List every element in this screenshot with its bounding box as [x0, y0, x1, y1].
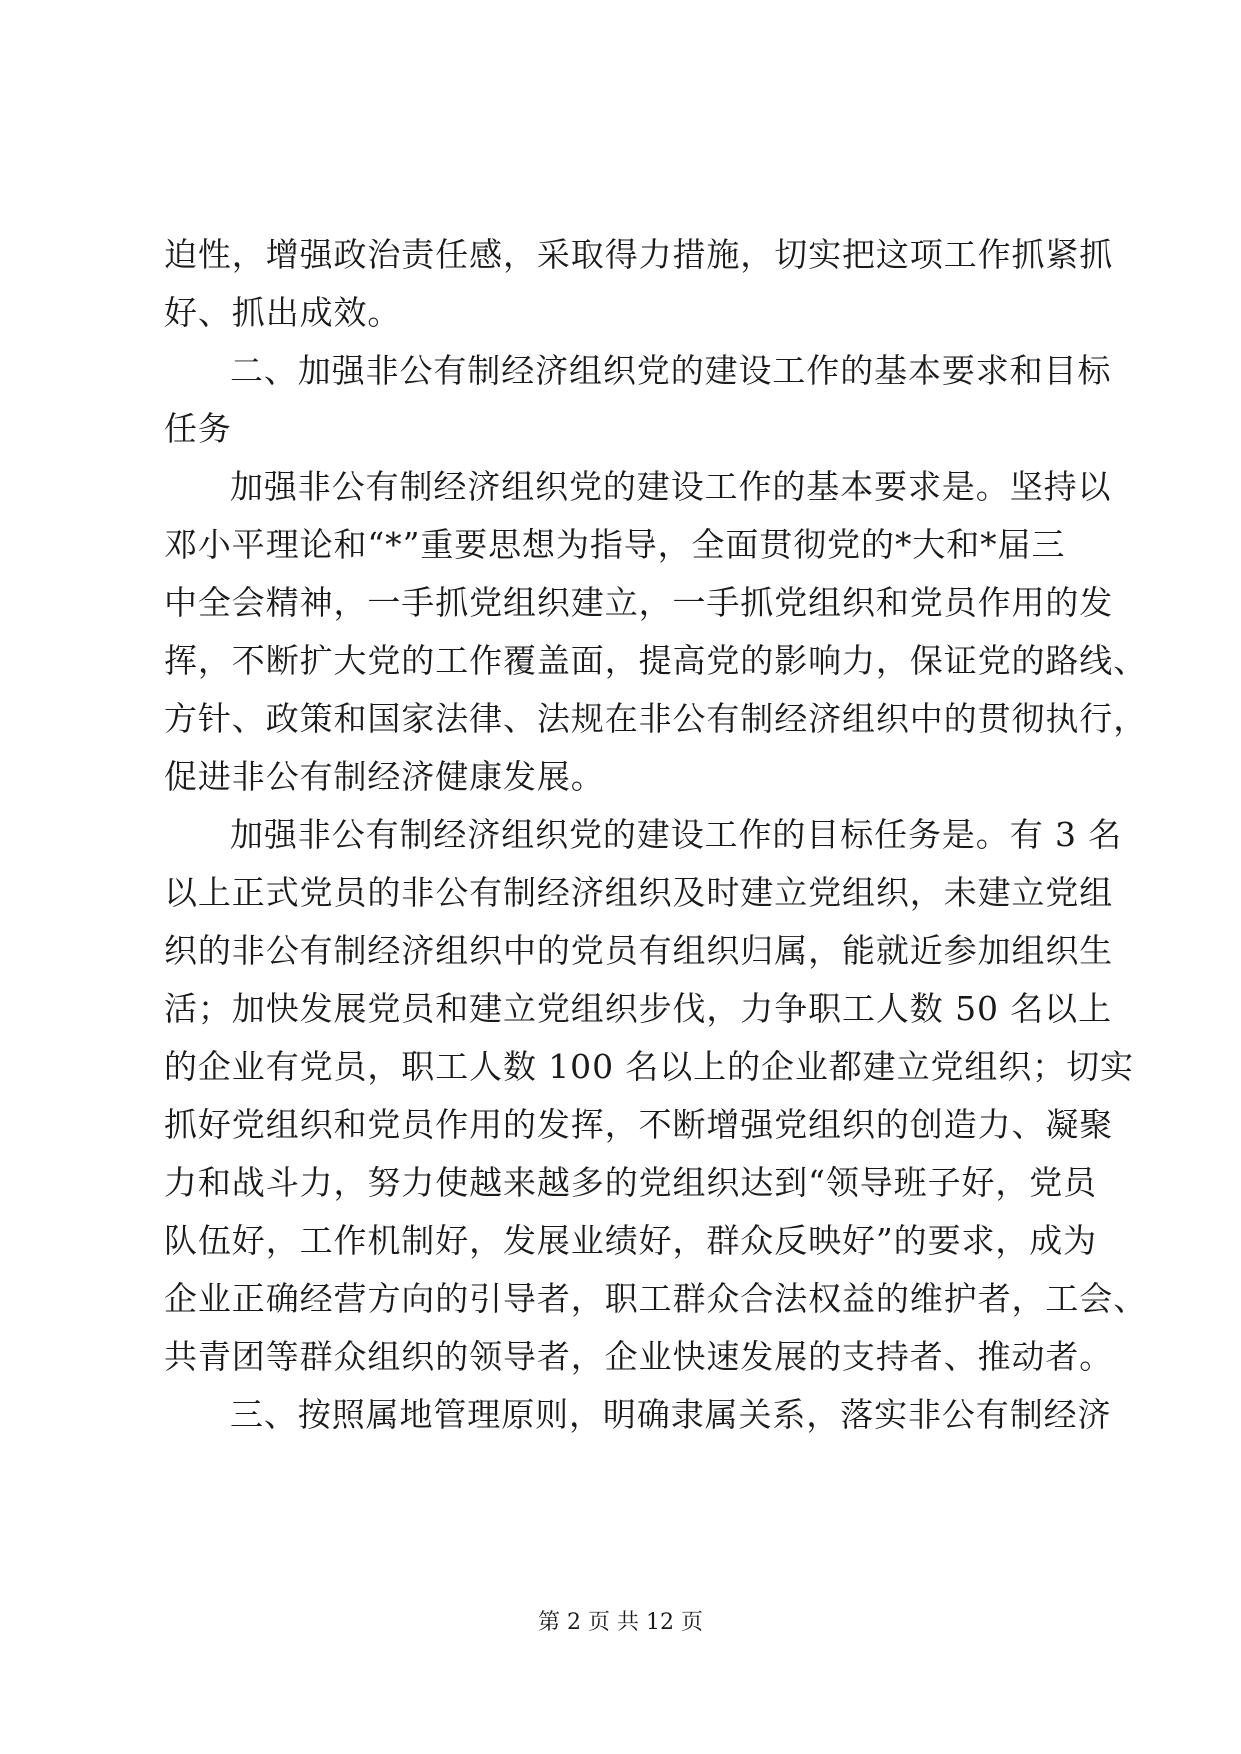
page-number-footer: 第 2 页 共 12 页 — [538, 1610, 703, 1635]
text-line: 共青团等群众组织的领导者，企业快速发展的支持者、推动者。 — [164, 1337, 1114, 1376]
text-line: 促进非公有制经济健康发展。 — [164, 757, 605, 796]
text-line: 活；加快发展党员和建立党组织步伐，力争职工人数 50 名以上 — [164, 989, 1112, 1028]
paragraph-start: 加强非公有制经济组织党的建设工作的目标任务是。有 3 名 — [230, 815, 1123, 854]
text-line: 抓好党组织和党员作用的发挥，不断增强党组织的创造力、凝聚 — [164, 1105, 1114, 1144]
text-line: 以上正式党员的非公有制经济组织及时建立党组织，未建立党组 — [164, 873, 1114, 912]
text-line: 好、抓出成效。 — [164, 293, 402, 332]
text-line: 力和战斗力，努力使越来越多的党组织达到“领导班子好，党员 — [164, 1163, 1098, 1202]
paragraph-start: 加强非公有制经济组织党的建设工作的基本要求是。坚持以 — [230, 467, 1112, 506]
section-heading-3: 三、按照属地管理原则，明确隶属关系，落实非公有制经济 — [230, 1395, 1112, 1434]
section-heading-2: 二、加强非公有制经济组织党的建设工作的基本要求和目标 — [230, 351, 1112, 390]
text-line: 方针、政策和国家法律、法规在非公有制经济组织中的贯彻执行， — [164, 699, 1148, 738]
text-line: 中全会精神，一手抓党组织建立，一手抓党组织和党员作用的发 — [164, 583, 1114, 622]
body-text — [164, 226, 1148, 1444]
text-line: 队伍好，工作机制好，发展业绩好，群众反映好”的要求，成为 — [164, 1221, 1098, 1260]
text-line: 织的非公有制经济组织中的党员有组织归属，能就近参加组织生 — [164, 931, 1114, 970]
text-line: 的企业有党员，职工人数 100 名以上的企业都建立党组织；切实 — [164, 1047, 1134, 1086]
text-line: 企业正确经营方向的引导者，职工群众合法权益的维护者，工会、 — [164, 1279, 1148, 1318]
text-line: 迫性，增强政治责任感，采取得力措施，切实把这项工作抓紧抓 — [164, 235, 1114, 274]
section-heading-2-cont: 任务 — [164, 409, 232, 448]
text-line: 挥，不断扩大党的工作覆盖面，提高党的影响力，保证党的路线、 — [164, 641, 1148, 680]
text-line: 邓小平理论和“*”重要思想为指导，全面贯彻党的*大和*届三 — [164, 525, 1066, 564]
